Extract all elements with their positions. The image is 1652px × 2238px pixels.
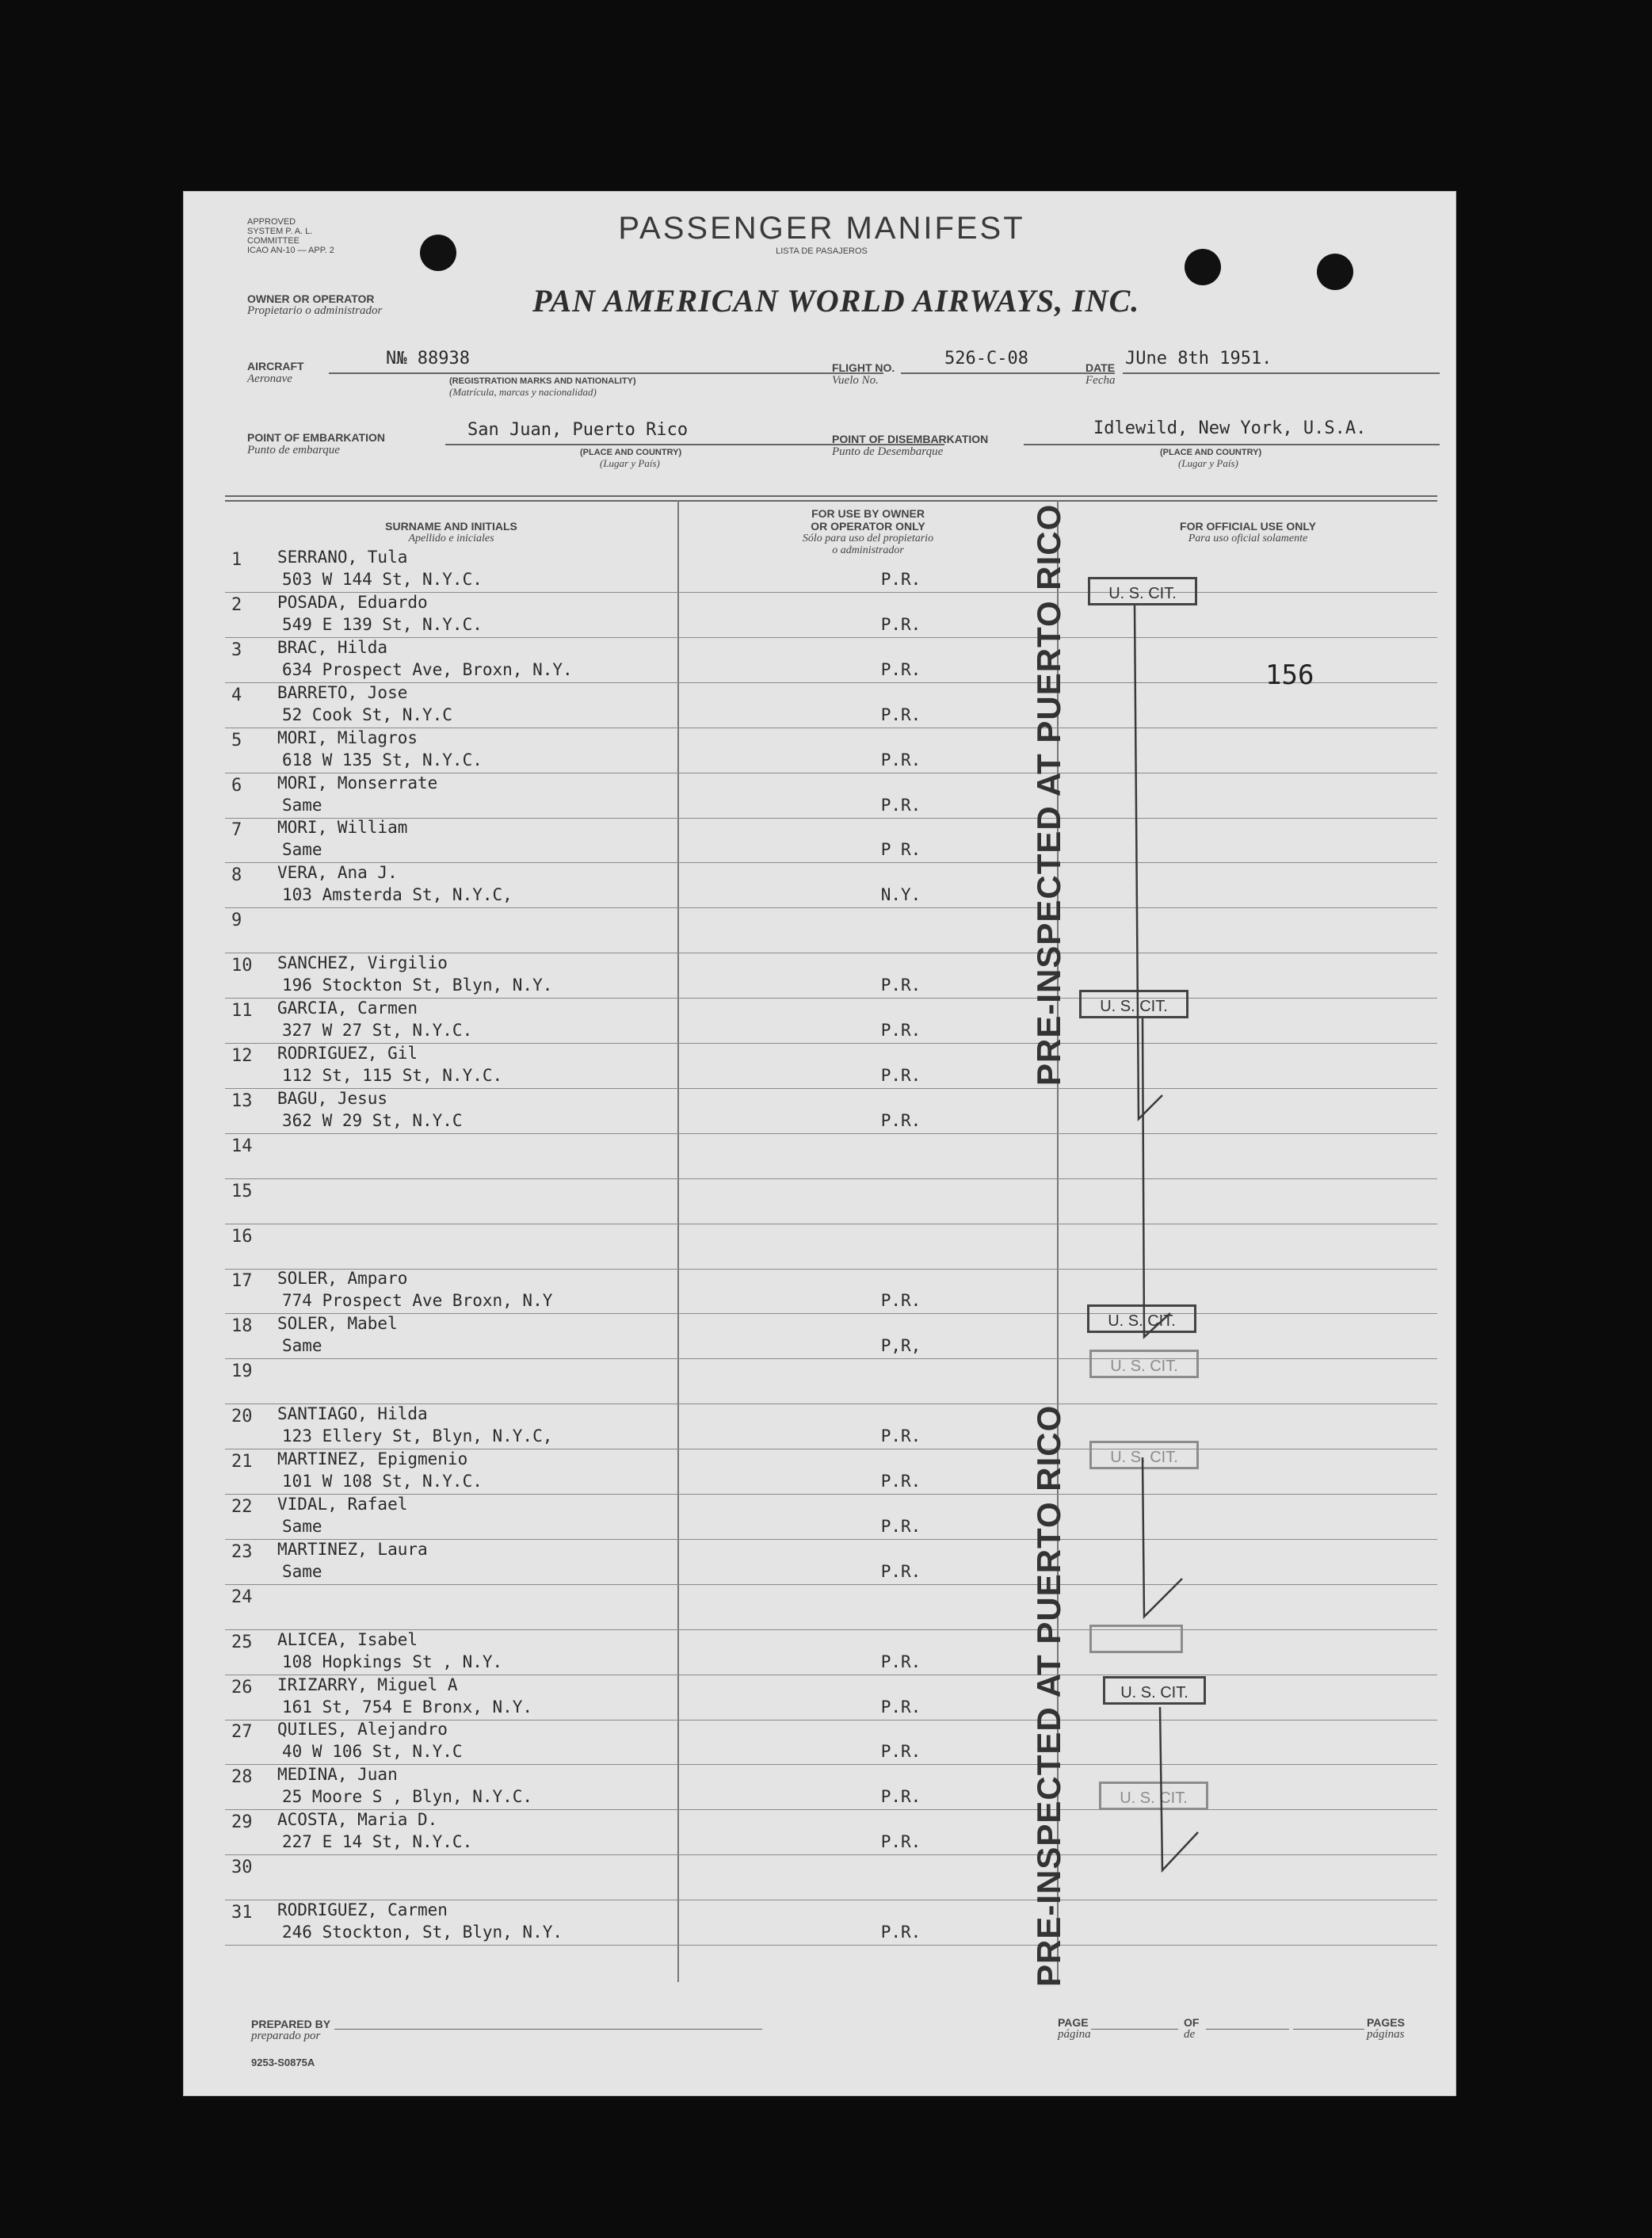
us-cit-stamp: U. S. CIT. — [1103, 1676, 1206, 1705]
row-number: 1 — [231, 550, 242, 570]
passenger-name: MORI, William — [277, 818, 408, 838]
of-label-es: de — [1184, 2028, 1196, 2041]
us-cit-stamp: U. S. CIT. — [1079, 990, 1188, 1018]
registration-note: (REGISTRATION MARKS AND NATIONALITY) — [449, 376, 636, 386]
passenger-address: 196 Stockton St, Blyn, N.Y. — [282, 976, 553, 995]
pages-underline — [1293, 2029, 1364, 2030]
of-label: OF — [1184, 2016, 1200, 2029]
passenger-address: 101 W 108 St, N.Y.C. — [282, 1472, 483, 1491]
operator-code: P R. — [880, 840, 921, 860]
operator-code: P.R. — [880, 705, 921, 724]
passenger-address: Same — [282, 1336, 322, 1356]
operator-code: P,R, — [880, 1336, 921, 1356]
operator-code: P.R. — [880, 1291, 921, 1311]
prepared-underline — [334, 2029, 762, 2030]
row-number: 11 — [231, 1001, 253, 1021]
row-number: 26 — [231, 1677, 253, 1698]
row-number: 6 — [231, 775, 242, 796]
row-number: 17 — [231, 1271, 253, 1292]
column-header-label-es: o administrador — [832, 544, 904, 556]
page-underline — [1091, 2029, 1178, 2030]
us-cit-stamp: U. S. CIT. — [1089, 1350, 1199, 1378]
operator-code: P.R. — [880, 1426, 921, 1446]
operator-code: P.R. — [880, 659, 921, 679]
prepared-label-es: preparado por — [251, 2030, 321, 2042]
of-underline — [1206, 2029, 1289, 2030]
row-number: 3 — [231, 640, 242, 660]
passenger-name: SOLER, Amparo — [277, 1269, 408, 1289]
operator-code: P.R. — [880, 1110, 921, 1130]
operator-code: P.R. — [880, 1787, 921, 1807]
operator-code: P.R. — [880, 570, 921, 589]
operator-code: P.R. — [880, 1697, 921, 1717]
manifest-page — [183, 191, 1456, 2096]
row-number: 9 — [231, 911, 242, 931]
operator-code: P.R. — [880, 1065, 921, 1085]
passenger-name: RODRIGUEZ, Carmen — [277, 1900, 448, 1919]
column-header-label: SURNAME AND INITIALS — [385, 520, 517, 533]
passenger-address: 246 Stockton, St, Blyn, N.Y. — [282, 1923, 563, 1942]
passenger-name: MARTINEZ, Laura — [277, 1539, 428, 1559]
row-number: 13 — [231, 1090, 253, 1111]
bracket-line — [1143, 1457, 1182, 1617]
row-number: 15 — [231, 1181, 253, 1201]
approved-line: APPROVED — [247, 217, 296, 227]
passenger-name: ALICEA, Isabel — [277, 1629, 418, 1649]
row-number: 23 — [231, 1541, 253, 1562]
operator-code: N.Y. — [880, 885, 921, 905]
passenger-address: Same — [282, 840, 322, 860]
flight-label-es: Vuelo No. — [832, 374, 879, 387]
disembark-label-es: Punto de Desembarque — [832, 445, 944, 458]
operator-code: P.R. — [880, 614, 921, 634]
passenger-address: 52 Cook St, N.Y.C — [282, 705, 452, 724]
passenger-name: SOLER, Mabel — [277, 1314, 398, 1334]
owner-label-es: Propietario o administrador — [247, 304, 383, 317]
passenger-name: SANCHEZ, Virgilio — [277, 953, 448, 973]
column-header-label: FOR OFFICIAL USE ONLY — [1180, 520, 1316, 533]
row-number: 28 — [231, 1767, 253, 1788]
passenger-address: 108 Hopkings St , N.Y. — [282, 1652, 503, 1671]
row-number: 21 — [231, 1452, 253, 1472]
column-header-label: OR OPERATOR ONLY — [811, 520, 925, 533]
operator-code: P.R. — [880, 1516, 921, 1536]
disembark-place-note: (PLACE AND COUNTRY) — [1160, 448, 1262, 457]
passenger-name: BAGU, Jesus — [277, 1088, 388, 1108]
passenger-name: ACOSTA, Maria D. — [277, 1810, 438, 1830]
operator-code: P.R. — [880, 1561, 921, 1581]
row-number: 10 — [231, 956, 253, 976]
operator-code: P.R. — [880, 1472, 921, 1491]
operator-code: P.R. — [880, 1923, 921, 1942]
passenger-address: 112 St, 115 St, N.Y.C. — [282, 1065, 503, 1085]
row-number: 8 — [231, 865, 242, 886]
bracket-line — [1135, 605, 1162, 1119]
passenger-address: 774 Prospect Ave Broxn, N.Y — [282, 1291, 553, 1311]
approved-line: ICAO AN-10 — APP. 2 — [247, 246, 334, 255]
passenger-name: MORI, Monserrate — [277, 773, 438, 792]
embark-place-note: (PLACE AND COUNTRY) — [580, 448, 682, 457]
pages-label-es: páginas — [1367, 2028, 1405, 2041]
check-bracket-marks — [1055, 572, 1388, 1999]
passenger-address: Same — [282, 795, 322, 815]
approved-line: SYSTEM P. A. L. COMMITTEE — [247, 227, 313, 246]
row-number: 12 — [231, 1045, 253, 1066]
row-number: 22 — [231, 1496, 253, 1517]
row-number: 29 — [231, 1812, 253, 1833]
passenger-address: Same — [282, 1561, 322, 1581]
row-number: 18 — [231, 1316, 253, 1337]
passenger-name: MARTINEZ, Epigmenio — [277, 1449, 468, 1468]
operator-code: P.R. — [880, 1652, 921, 1671]
row-number: 16 — [231, 1226, 253, 1247]
passenger-name: GARCIA, Carmen — [277, 999, 418, 1018]
us-cit-stamp: U. S. CIT. — [1087, 1304, 1196, 1333]
aircraft-label-es: Aeronave — [247, 372, 292, 385]
row-number: 7 — [231, 820, 242, 841]
row-number: 31 — [231, 1903, 253, 1923]
passenger-address: 25 Moore S , Blyn, N.Y.C. — [282, 1787, 533, 1807]
embark-value: San Juan, Puerto Rico — [467, 420, 689, 440]
form-number: 9253-S0875A — [251, 2057, 315, 2068]
row-number: 4 — [231, 685, 242, 705]
pages-label: PAGES — [1367, 2016, 1405, 2029]
row-number: 5 — [231, 730, 242, 750]
page-title: PASSENGER MANIFEST — [618, 211, 1025, 246]
date-label-es: Fecha — [1085, 374, 1116, 387]
passenger-name: BARRETO, Jose — [277, 682, 408, 702]
passenger-address: 327 W 27 St, N.Y.C. — [282, 1021, 473, 1040]
row-number: 27 — [231, 1722, 253, 1743]
column-header-label: FOR USE BY OWNER — [811, 507, 925, 520]
column-header-label-es: Para uso oficial solamente — [1188, 533, 1308, 544]
operator-code: P.R. — [880, 1742, 921, 1762]
passenger-address: 634 Prospect Ave, Broxn, N.Y. — [282, 659, 573, 679]
bracket-line — [1143, 1018, 1170, 1337]
passenger-name: QUILES, Alejandro — [277, 1720, 448, 1740]
date-value: JUne 8th 1951. — [1125, 349, 1272, 369]
flight-value: 526-C-08 — [944, 349, 1028, 369]
operator-code: P.R. — [880, 1832, 921, 1852]
embark-label: POINT OF EMBARKATION — [247, 431, 385, 444]
passenger-address: 103 Amsterda St, N.Y.C, — [282, 885, 513, 905]
passenger-name: POSADA, Eduardo — [277, 592, 428, 612]
operator-code: P.R. — [880, 976, 921, 995]
operator-code: P.R. — [880, 1021, 921, 1040]
passenger-name: IRIZARRY, Miguel A — [277, 1675, 458, 1694]
preinspected-stamp: PRE-INSPECTED AT PUERTO RICO — [1030, 503, 1067, 1086]
owner-value: PAN AMERICAN WORLD AIRWAYS, INC. — [532, 283, 1140, 319]
row-number: 14 — [231, 1136, 253, 1156]
passenger-address: 362 W 29 St, N.Y.C — [282, 1110, 463, 1130]
row-number: 2 — [231, 594, 242, 615]
aircraft-value: N№ 88938 — [386, 349, 470, 369]
page-label-es: página — [1058, 2028, 1091, 2041]
row-number: 25 — [231, 1632, 253, 1652]
passenger-name: RODRIGUEZ, Gil — [277, 1043, 418, 1063]
passenger-name: VERA, Ana J. — [277, 863, 398, 883]
operator-code: P.R. — [880, 795, 921, 815]
passenger-name: SERRANO, Tula — [277, 548, 408, 567]
row-number: 20 — [231, 1407, 253, 1427]
row-number: 24 — [231, 1587, 253, 1607]
passenger-address: 618 W 135 St, N.Y.C. — [282, 750, 483, 770]
passenger-name: SANTIAGO, Hilda — [277, 1404, 428, 1424]
operator-code: P.R. — [880, 750, 921, 770]
disembark-value: Idlewild, New York, U.S.A. — [1093, 418, 1367, 438]
us-cit-stamp: U. S. CIT. — [1099, 1782, 1208, 1810]
us-cit-stamp: U. S. CIT. — [1088, 577, 1197, 605]
passenger-address: 503 W 144 St, N.Y.C. — [282, 570, 483, 589]
passenger-name: MEDINA, Juan — [277, 1765, 398, 1785]
passenger-name: MORI, Milagros — [277, 728, 418, 747]
passenger-address: 161 St, 754 E Bronx, N.Y. — [282, 1697, 533, 1717]
bracket-line — [1160, 1707, 1198, 1870]
row-number: 30 — [231, 1858, 253, 1878]
embark-label-es: Punto de embarque — [247, 444, 340, 456]
page-label: PAGE — [1058, 2016, 1089, 2029]
passenger-address: 227 E 14 St, N.Y.C. — [282, 1832, 473, 1852]
passenger-address: 123 Ellery St, Blyn, N.Y.C, — [282, 1426, 553, 1446]
preinspected-stamp: PRE-INSPECTED AT PUERTO RICO — [1030, 1404, 1067, 1987]
passenger-address: Same — [282, 1516, 322, 1536]
embark-place-note-es: (Lugar y País) — [600, 457, 660, 469]
registration-note-es: (Matrícula, marcas y nacionalidad) — [449, 386, 597, 398]
passenger-address: 549 E 139 St, N.Y.C. — [282, 614, 483, 634]
aircraft-label: AIRCRAFT — [247, 360, 304, 372]
us-cit-stamp: U. S. CIT. — [1089, 1441, 1199, 1469]
disembark-place-note-es: (Lugar y País) — [1178, 457, 1238, 469]
column-header-label-es: Apellido e iniciales — [408, 533, 494, 544]
passenger-name: VIDAL, Rafael — [277, 1494, 408, 1514]
passenger-count: 156 — [1265, 659, 1314, 691]
disembark-label: POINT OF DISEMBARKATION — [832, 433, 989, 445]
date-label: DATE — [1085, 361, 1116, 374]
passenger-address: 40 W 106 St, N.Y.C — [282, 1742, 463, 1762]
prepared-label: PREPARED BY — [251, 2018, 331, 2030]
flight-label: FLIGHT NO. — [832, 361, 895, 374]
row-number: 19 — [231, 1362, 253, 1382]
column-header-label-es: Sólo para uso del propietario — [802, 533, 934, 544]
owner-label: OWNER OR OPERATOR — [247, 292, 375, 305]
passenger-name: BRAC, Hilda — [277, 637, 388, 657]
page-subtitle: LISTA DE PASAJEROS — [776, 246, 868, 256]
